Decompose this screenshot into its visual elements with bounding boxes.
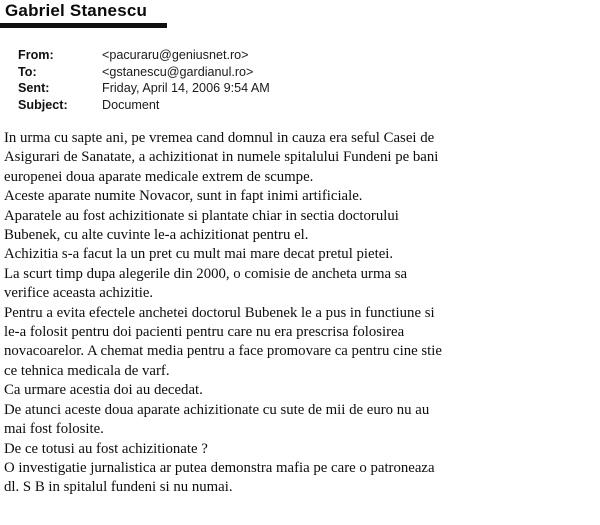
body-line: Aceste aparate numite Novacor, sunt in fapt inimi artificiale. (4, 188, 363, 205)
sent-label: Sent: (18, 81, 50, 95)
body-line: novacoarelor. A chemat media pentru a face promovare ca pentru cine stie (4, 343, 442, 360)
sender-name: Gabriel Stanescu (5, 1, 148, 20)
body-line: De ce totusi au fost achizitionate ? (4, 440, 208, 457)
body-line: europenei doua aparate medicale extrem de scumpe. (4, 168, 314, 185)
to-row (18, 64, 270, 81)
body-line: dl. S B in spitalul fundeni si nu numai. (4, 479, 233, 496)
subject-value: Document (102, 97, 160, 112)
body-line: verifice aceasta achizitie. (4, 285, 154, 302)
email-header (18, 47, 270, 113)
from-label: From: (18, 48, 54, 62)
body-line: In urma cu sapte ani, pe vremea cand domnul in cauza era seful Casei de (4, 130, 435, 146)
body-line: Pentru a evita efectele anchetei doctorul Bubenek le a pus in functiune si (4, 304, 435, 321)
body-line: O investigatie jurnalistica ar putea demonstra mafia pe care o patroneaza (4, 459, 435, 476)
body-line: Achizitia s-a facut la un pret cu mult mai mare decat pretul pietei. (4, 246, 394, 263)
body-line: le-a folosit pentru doi pacienti pentru care nu era prescrisa folosirea (4, 324, 405, 341)
sent-value: Friday, April 14, 2006 9:54 AM (102, 81, 270, 95)
body-line: Bubenek, cu alte cuvinte le-a achizitionat pentru el. (4, 227, 309, 244)
from-row (18, 47, 270, 64)
body-line: Aparatele au fost achizitionate si plantate chiar in sectia doctorului (4, 207, 399, 224)
body-line: Ca urmare acestia doi au decedat. (4, 382, 203, 399)
subject-row (18, 97, 270, 114)
body-line: mai fost folosite. (4, 421, 104, 438)
from-value: <pacuraru@geniusnet.ro> (102, 48, 249, 62)
subject-label: Subject: (18, 97, 68, 112)
email-body (4, 129, 598, 498)
header-divider (0, 23, 167, 28)
to-value: <gstanescu@gardianul.ro> (102, 64, 254, 79)
body-line: La scurt timp dupa alegerile din 2000, o comisie de ancheta urma sa (4, 265, 408, 282)
to-label: To: (18, 64, 37, 79)
body-line: De atunci aceste doua aparate achizitionate cu sute de mii de euro nu au (4, 401, 430, 418)
body-line: Asigurari de Sanatate, a achizitionat in numele spitalului Fundeni pe bani (4, 149, 439, 166)
body-line: ce tehnica medicala de varf. (4, 362, 170, 379)
sent-row (18, 80, 270, 97)
